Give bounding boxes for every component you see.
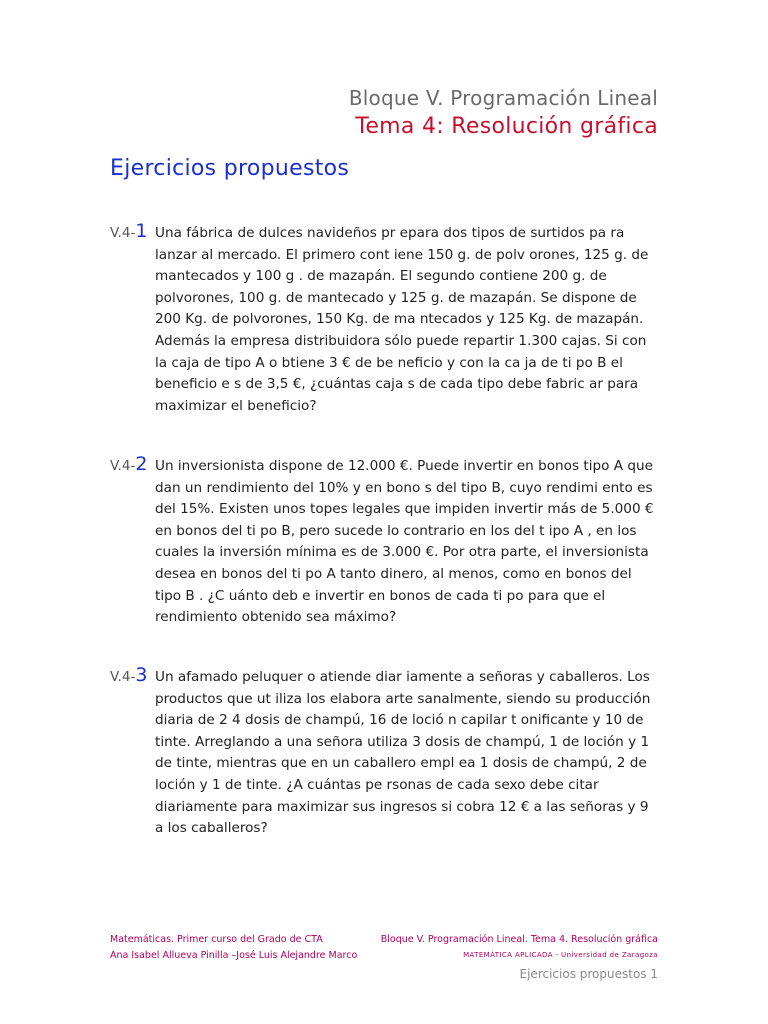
exercise-line: beneficio e s de 3,5 €, ¿cuántas caja s de cada tipo debe fabric ar para <box>155 376 639 393</box>
exercise-line: cuales la inversión mínima es de 3.000 €. Por otra parte, el inversionista <box>155 544 649 561</box>
exercise-line: de tinte, mientras que en un caballero empl ea 1 dosis de champú, 2 de <box>155 755 647 772</box>
exercise-line: del 15%. Existen unos topes legales que impiden invertir más de 5.000 € <box>155 501 654 518</box>
topic-title: Tema 4: Resolución gráfica <box>355 114 658 139</box>
exercise-3 <box>110 665 660 840</box>
exercise-line: rendimiento obtenido sea máximo? <box>155 609 397 626</box>
exercise-line: diariamente para maximizar sus ingresos si cobra 12 € a las señoras y 9 <box>155 798 649 815</box>
exercise-line: Un afamado peluquer o atiende diar iamente a señoras y caballeros. Los <box>155 669 650 685</box>
exercise-line: diaria de 2 4 dosis de champú, 16 de loció n capilar t onificante y 10 de <box>155 712 644 729</box>
footer-department: MATEMÁTICA APLICADA - Universidad de Zaragoza <box>463 951 658 959</box>
exercise-line: en bonos del ti po B, pero sucede lo contrario en los del t ipo A , en los <box>155 522 637 539</box>
exercise-2 <box>110 454 660 629</box>
exercise-prefix: V.4- <box>110 458 136 474</box>
exercise-line: Una fábrica de dulces navideños pr epara dos tipos de surtidos pa ra <box>155 225 625 241</box>
footer-authors: Ana Isabel Allueva Pinilla –José Luis Alejandre Marco <box>110 950 358 961</box>
exercise-line: Un inversionista dispone de 12.000 €. Puede invertir en bonos tipo A que <box>155 458 653 474</box>
exercise-line: maximizar el beneficio? <box>155 397 317 414</box>
exercise-number: 1 <box>135 220 148 242</box>
exercise-code <box>110 665 148 689</box>
exercise-code <box>110 454 148 478</box>
exercise-line: a los caballeros? <box>155 820 268 837</box>
exercise-1 <box>110 221 660 417</box>
exercise-line: mantecados y 100 g . de mazapán. El segundo contiene 200 g. de <box>155 268 607 285</box>
exercise-line: lanzar al mercado. El primero cont iene 150 g. de polv orones, 125 g. de <box>155 246 649 263</box>
exercise-line: dan un rendimiento del 10% y en bono s del tipo B, cuyo rendimi ento es <box>155 479 653 496</box>
footer-topic: Bloque V. Programación Lineal. Tema 4. Resolución gráfica <box>380 934 658 945</box>
exercise-line: tipo B . ¿C uánto deb e invertir en bonos de cada ti po para que el <box>155 587 606 604</box>
exercise-line: polvorones, 100 g. de mantecado y 125 g. de mazapán. Se dispone de <box>155 289 637 306</box>
footer-page-label: Ejercicios propuestos 1 <box>519 967 658 981</box>
exercise-line: Además la empresa distribuidora sólo puede repartir 1.300 cajas. Si con <box>155 332 647 349</box>
section-title: Ejercicios propuestos <box>110 156 350 181</box>
exercise-line: desea en bonos del ti po A tanto dinero, al menos, como en bonos del <box>155 565 632 582</box>
exercise-line: 200 Kg. de polvorones, 150 Kg. de ma ntecados y 125 Kg. de mazapán. <box>155 311 644 328</box>
exercise-number: 2 <box>135 453 148 475</box>
footer-course: Matemáticas. Primer curso del Grado de CTA <box>110 934 323 945</box>
block-title: Bloque V. Programación Lineal <box>348 86 658 110</box>
exercise-code <box>110 221 148 245</box>
exercise-number: 3 <box>135 664 148 686</box>
exercise-prefix: V.4- <box>110 669 136 685</box>
exercise-line: loción y 1 de tinte. ¿A cuántas pe rsonas de cada sexo debe citar <box>155 776 599 793</box>
exercise-prefix: V.4- <box>110 225 136 241</box>
exercise-line: la caja de tipo A o btiene 3 € de be neficio y con la ca ja de ti po B el <box>155 354 623 371</box>
exercise-line: tinte. Arreglando a una señora utiliza 3 dosis de champú, 1 de loción y 1 <box>155 733 650 750</box>
exercise-line: productos que ut iliza los elabora arte sanalmente, siendo su producción <box>155 690 651 707</box>
